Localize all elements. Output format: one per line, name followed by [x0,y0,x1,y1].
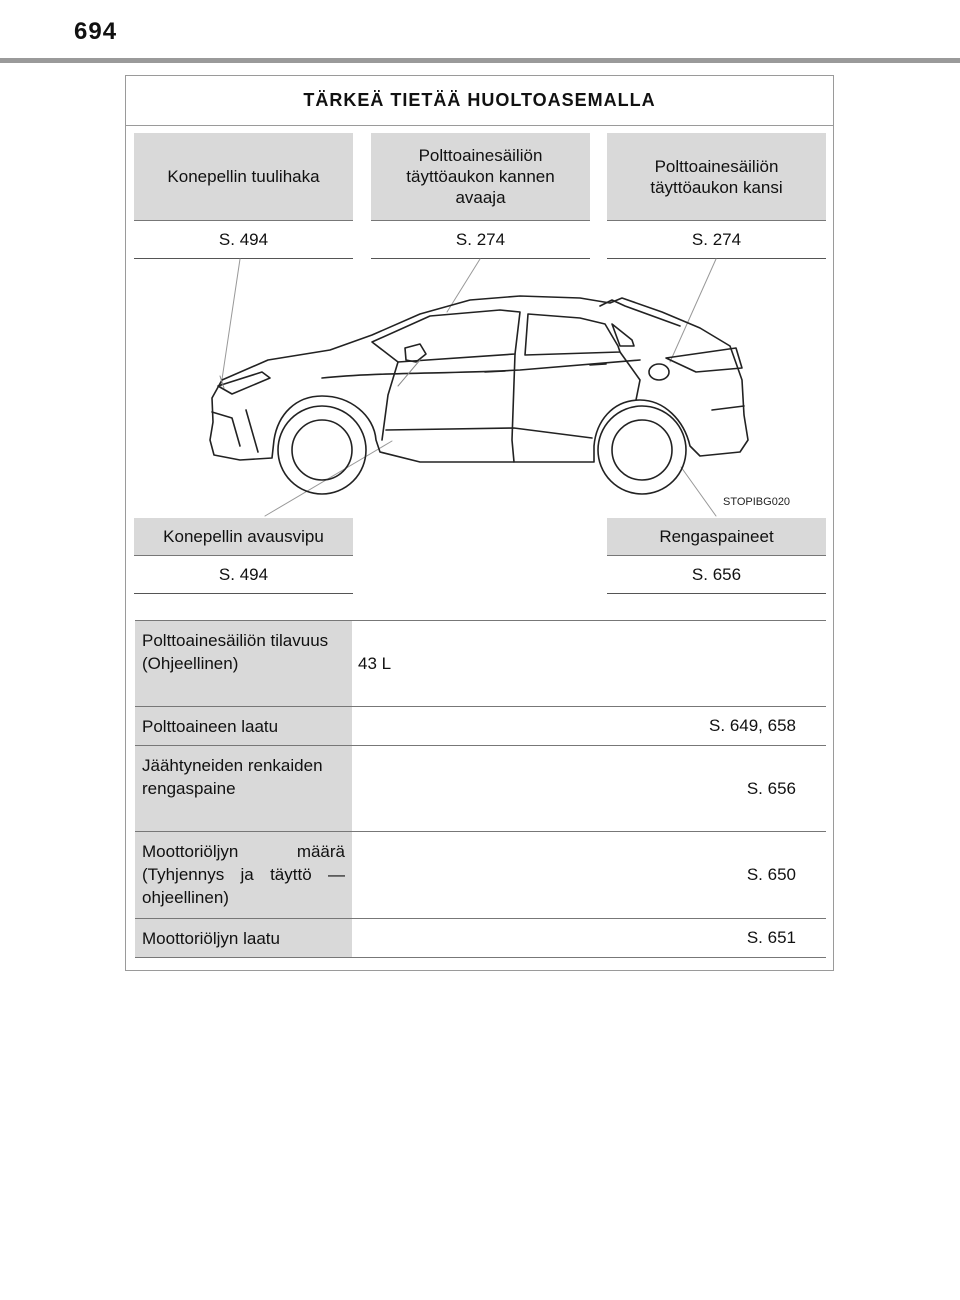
spec-label-cold-tire-pressure: Jäähtyneiden renkaiden rengaspaine [135,746,352,831]
callout-ref-fuel-door[interactable]: S. 274 [607,221,826,259]
callout-ref-hood-lever[interactable]: S. 494 [134,556,353,594]
callout-label-fuel-door-opener: Polttoainesäiliön täyttöaukon kannen avaaja [371,133,590,221]
spec-label-oil-capacity: Moottoriöljyn määrä (Tyhjennys ja täyttö — ohjeellinen) [135,832,352,918]
callout-label-hood-support: Konepellin tuulihaka [134,133,353,221]
page-number: 694 [74,18,118,45]
table-row [135,707,826,746]
spec-value-cold-tire-pressure[interactable]: S. 656 [746,778,796,798]
panel-title: TÄRKEÄ TIETÄÄ HUOLTOASEMALLA [126,76,833,126]
table-row [135,621,826,707]
spec-value-oil-capacity[interactable]: S. 650 [746,865,796,884]
image-code: STOPIBG020 [723,496,791,508]
callout-label-fuel-door: Polttoainesäiliön täyttöaukon kansi [607,133,826,221]
spec-label-fuel-type: Polttoaineen laatu [135,707,352,745]
table-row [135,919,826,958]
table-row [135,746,826,832]
callout-label-hood-lever: Konepellin avausvipu [134,518,353,556]
spec-value-oil-grade[interactable]: S. 651 [746,928,796,947]
spec-table [135,620,826,958]
callout-ref-fuel-door-opener[interactable]: S. 274 [371,221,590,259]
spec-label-oil-grade: Moottoriöljyn laatu [135,919,352,957]
spec-value-fuel-capacity: 43 L [358,653,392,673]
table-row [135,832,826,919]
callout-ref-hood-support[interactable]: S. 494 [134,221,353,259]
callout-ref-tire-pressure[interactable]: S. 656 [607,556,826,594]
callout-label-tire-pressure: Rengaspaineet [607,518,826,556]
spec-label-fuel-capacity: Polttoainesäiliön tilavuus (Ohjeellinen) [135,621,352,706]
spec-value-fuel-type[interactable]: S. 649, 658 [709,716,796,735]
